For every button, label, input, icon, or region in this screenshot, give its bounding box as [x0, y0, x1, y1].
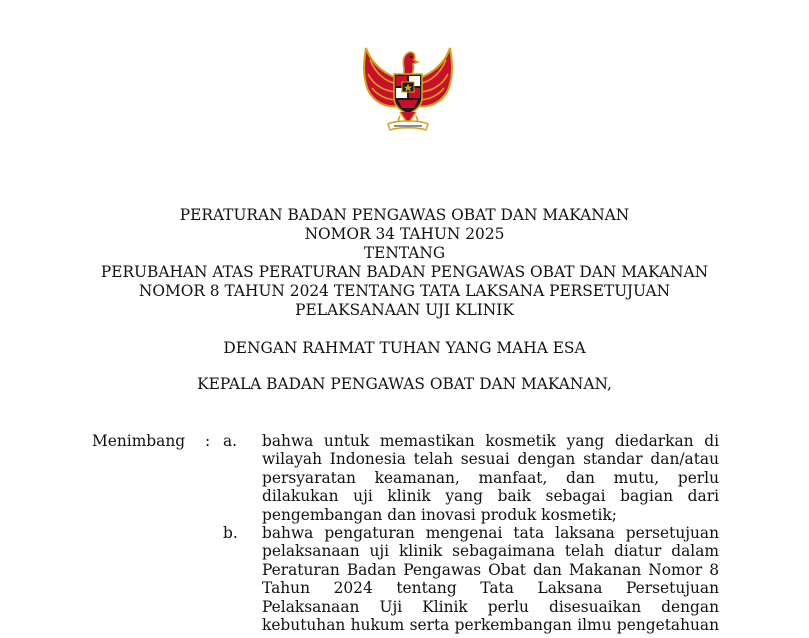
item-line: wilayah Indonesia telah sesuai dengan standar dan/atau — [262, 450, 719, 469]
considering-colon: : — [205, 432, 211, 450]
garuda-pancasila-emblem — [358, 40, 458, 134]
item-line: dilakukan uji klinik yang baik sebagai bagian dari — [262, 487, 719, 506]
banner-shape — [388, 121, 428, 130]
item-line: pengembangan dan inovasi produk kosmetik; — [262, 505, 617, 524]
item-line: bahwa pengaturan mengenai tata laksana persetujuan — [262, 524, 719, 542]
item-line: kebutuhan hukum serta perkembangan ilmu pengetahuan — [262, 616, 719, 635]
item-line: pelaksanaan uji klinik sebagaimana telah diatur dalam — [262, 542, 719, 561]
item-letter: b. — [223, 524, 238, 542]
item-letter: a. — [223, 432, 238, 450]
considering-label: Menimbang — [92, 432, 186, 450]
regulation-heading — [0, 206, 809, 320]
heading-line: PELAKSANAAN UJI KLINIK — [295, 301, 514, 319]
head-shape — [403, 52, 418, 74]
heading-line: PERUBAHAN ATAS PERATURAN BADAN PENGAWAS OBAT DAN MAKANAN — [100, 263, 709, 281]
invocation-line: DENGAN RAHMAT TUHAN YANG MAHA ESA — [223, 339, 586, 357]
item-line: Pelaksanaan Uji Klinik perlu disesuaikan dengan — [262, 597, 719, 616]
considering-item-a — [262, 432, 719, 524]
item-line: persyaratan keamanan, manfaat, dan mutu, perlu — [262, 468, 719, 487]
item-line: Tahun 2024 tentang Tata Laksana Persetujuan — [262, 579, 719, 598]
heading-line: TENTANG — [363, 244, 446, 262]
heading-line: NOMOR 8 TAHUN 2024 TENTANG TATA LAKSANA PERSETUJUAN — [138, 282, 671, 300]
considering-item-b — [262, 524, 719, 634]
item-line: Peraturan Badan Pengawas Obat dan Makanan Nomor 8 — [262, 560, 719, 579]
heading-line: NOMOR 34 TAHUN 2025 — [304, 225, 505, 243]
heading-line: PERATURAN BADAN PENGAWAS OBAT DAN MAKANAN — [179, 206, 630, 224]
authority-line: KEPALA BADAN PENGAWAS OBAT DAN MAKANAN, — [197, 375, 612, 393]
item-line: bahwa untuk memastikan kosmetik yang diedarkan di — [262, 432, 719, 450]
